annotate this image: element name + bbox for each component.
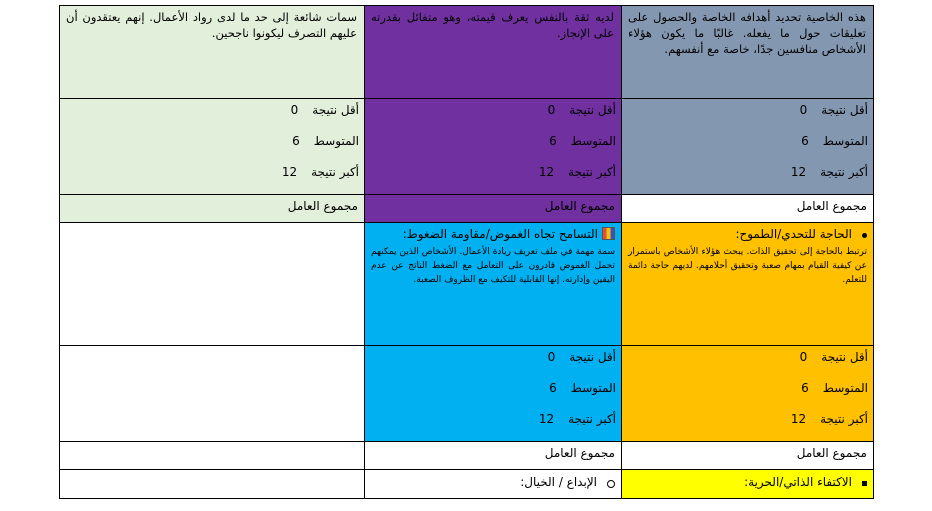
trait-heading-text: التسامح تجاه الغموض/مقاومة الضغوط:	[402, 227, 598, 241]
min-score-value: 0	[547, 350, 556, 364]
trait-text: سمة مهمة في ملف تعريف ريادة الأعمال. الأشخاص الذين يمكنهم تحمل الغموض قادرون على التعامل مع الضغط الناتج عن عدم اليقين وإدارته. إنها القابلية للتكيف مع الظروف الصعبة.	[371, 247, 615, 285]
trait-heading	[365, 223, 621, 243]
trait-heading	[622, 223, 873, 243]
avg-score-value: 6	[549, 381, 557, 395]
min-score-line	[622, 346, 873, 379]
avg-score-line	[365, 132, 621, 163]
score-cell	[622, 346, 874, 442]
trait-cell-autonomy	[622, 470, 874, 499]
min-score-label: أقل نتيجة	[312, 103, 359, 117]
min-score-value: 0	[547, 103, 556, 117]
description-text: هذه الخاصية تحديد أهدافه الخاصة والحصول على تعليقات حول ما يفعله. غالبًا ما يكون هؤلاء الأشخاص منافسين جدًا، خاصة مع أنفسهم.	[628, 10, 866, 56]
avg-score-value: 6	[801, 381, 809, 395]
max-score-value: 12	[538, 165, 555, 179]
total-label: مجموع العامل	[544, 446, 615, 460]
avg-score-label: المتوسط	[822, 381, 868, 395]
score-cell	[365, 346, 622, 442]
avg-score-value: 6	[549, 134, 557, 148]
max-score-value: 12	[790, 412, 807, 426]
description-cell-action	[60, 6, 365, 99]
avg-score-line	[622, 379, 873, 410]
total-cell	[365, 442, 622, 470]
min-score-value: 0	[799, 350, 808, 364]
empty-cell	[60, 442, 365, 470]
total-cell	[365, 195, 622, 223]
trait-heading	[365, 470, 621, 491]
total-cell	[622, 442, 874, 470]
min-score-value: 0	[290, 103, 299, 117]
score-cell	[622, 99, 874, 195]
empty-cell	[60, 223, 365, 346]
max-score-value: 12	[538, 412, 555, 426]
min-score-line	[365, 99, 621, 132]
avg-score-label: المتوسط	[570, 381, 616, 395]
description-cell-goal-setting	[622, 6, 874, 99]
total-label: مجموع العامل	[544, 199, 615, 213]
total-label: مجموع العامل	[287, 199, 358, 213]
min-score-line	[622, 99, 873, 132]
max-score-line	[365, 410, 621, 441]
avg-score-line	[60, 132, 364, 163]
max-score-label: أكبر نتيجة	[568, 412, 616, 426]
trait-heading-text: الحاجة للتحدي/الطموح:	[735, 227, 852, 241]
max-score-value: 12	[281, 165, 298, 179]
max-score-line	[622, 410, 873, 441]
trait-cell-creativity	[365, 470, 622, 499]
min-score-label: أقل نتيجة	[821, 103, 868, 117]
avg-score-label: المتوسط	[822, 134, 868, 148]
avg-score-line	[365, 379, 621, 410]
total-label: مجموع العامل	[796, 199, 867, 213]
colored-square-icon	[602, 227, 615, 240]
min-score-label: أقل نتيجة	[569, 103, 616, 117]
score-cell	[60, 99, 365, 195]
max-score-line	[622, 163, 873, 194]
max-score-label: أكبر نتيجة	[820, 165, 868, 179]
square-bullet-icon	[862, 481, 867, 486]
avg-score-label: المتوسط	[313, 134, 359, 148]
min-score-value: 0	[799, 103, 808, 117]
max-score-label: أكبر نتيجة	[820, 412, 868, 426]
description-text: لديه ثقة بالنفس يعرف قيمته، وهو متفائل بقدرته على الإنجاز.	[371, 10, 614, 40]
max-score-value: 12	[790, 165, 807, 179]
min-score-label: أقل نتيجة	[821, 350, 868, 364]
trait-heading-text: الاكتفاء الذاتي/الحرية:	[744, 475, 852, 489]
trait-heading-text: الإبداع / الخيال:	[520, 475, 597, 489]
description-cell-self-confidence	[365, 6, 622, 99]
avg-score-line	[622, 132, 873, 163]
avg-score-value: 6	[292, 134, 300, 148]
avg-score-value: 6	[801, 134, 809, 148]
description-text: سمات شائعة إلى حد ما لدى رواد الأعمال. إنهم يعتقدون أن عليهم التصرف ليكونوا ناجحين.	[66, 10, 357, 40]
min-score-line	[60, 99, 364, 132]
min-score-line	[365, 346, 621, 379]
total-label: مجموع العامل	[796, 446, 867, 460]
max-score-line	[365, 163, 621, 194]
max-score-label: أكبر نتيجة	[568, 165, 616, 179]
trait-cell-challenge	[622, 223, 874, 346]
trait-text: ترتبط بالحاجة إلى تحقيق الذات. يبحث هؤلاء الأشخاص باستمرار عن كيفية القيام بمهام صعبة وتحقيق أحلامهم. لديهم حاجة دائمة للتعلم.	[628, 247, 867, 285]
bullet-icon	[862, 233, 867, 238]
min-score-label: أقل نتيجة	[569, 350, 616, 364]
circle-bullet-icon	[607, 480, 615, 488]
empty-cell	[60, 470, 365, 499]
score-cell	[365, 99, 622, 195]
trait-heading	[622, 470, 873, 491]
total-cell	[60, 195, 365, 223]
empty-cell	[60, 346, 365, 442]
total-cell	[622, 195, 874, 223]
avg-score-label: المتوسط	[570, 134, 616, 148]
trait-cell-ambiguity	[365, 223, 622, 346]
max-score-line	[60, 163, 364, 194]
traits-table	[59, 5, 874, 499]
max-score-label: أكبر نتيجة	[311, 165, 359, 179]
